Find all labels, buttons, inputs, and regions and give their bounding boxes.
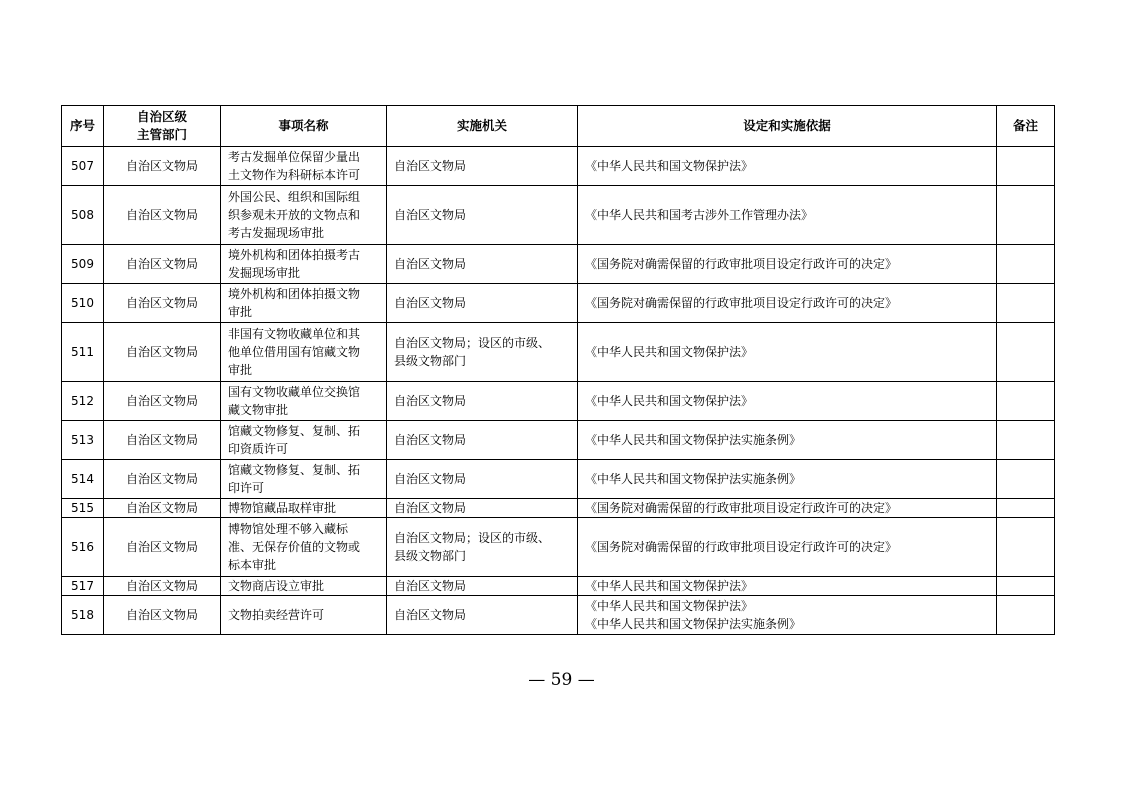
cell-basis — [578, 518, 997, 577]
item-name-line: 非国有文物收藏单位和其 — [228, 327, 361, 341]
cell-basis — [578, 323, 997, 382]
basis-line: 《中华人民共和国文物保护法实施条例》 — [585, 433, 802, 447]
item-name-line: 境外机构和团体拍摄考古 — [228, 248, 361, 262]
basis-line: 《中华人民共和国文物保护法》 — [585, 599, 754, 613]
cell-dept: 自治区文物局 — [104, 323, 221, 382]
header-dept-line1: 自治区级 — [136, 109, 187, 124]
cell-seq: 512 — [62, 382, 104, 421]
cell-item — [221, 323, 387, 382]
table-row — [62, 518, 1055, 577]
cell-note — [997, 518, 1055, 577]
item-name-line: 准、无保存价值的文物或 — [228, 540, 361, 554]
permits-table — [61, 105, 1055, 635]
item-name-line: 印资质许可 — [228, 442, 289, 456]
cell-agency — [387, 460, 578, 499]
agency-line: 自治区文物局；设区的市级、 — [394, 531, 551, 545]
item-name-line: 馆藏文物修复、复制、拓 — [228, 424, 361, 438]
cell-item — [221, 518, 387, 577]
basis-line: 《中华人民共和国文物保护法》 — [585, 394, 754, 408]
cell-note — [997, 186, 1055, 245]
header-item: 事项名称 — [221, 106, 387, 147]
table-row — [62, 499, 1055, 518]
table-row — [62, 147, 1055, 186]
table-row — [62, 323, 1055, 382]
item-name-line: 博物馆处理不够入藏标 — [228, 522, 349, 536]
table-row — [62, 577, 1055, 596]
cell-seq: 510 — [62, 284, 104, 323]
cell-agency — [387, 186, 578, 245]
agency-line: 自治区文物局 — [394, 579, 467, 593]
header-note: 备注 — [997, 106, 1055, 147]
cell-dept: 自治区文物局 — [104, 460, 221, 499]
item-name-line: 文物商店设立审批 — [228, 579, 325, 593]
cell-basis — [578, 460, 997, 499]
table-row — [62, 421, 1055, 460]
agency-line: 自治区文物局 — [394, 501, 467, 515]
page-number: — 59 — — [528, 670, 595, 690]
item-name-line: 发掘现场审批 — [228, 266, 301, 280]
table-row — [62, 284, 1055, 323]
cell-item — [221, 499, 387, 518]
agency-line: 自治区文物局 — [394, 296, 467, 310]
cell-note — [997, 421, 1055, 460]
cell-agency — [387, 245, 578, 284]
item-name-line: 外国公民、组织和国际组 — [228, 190, 361, 204]
cell-seq: 513 — [62, 421, 104, 460]
cell-seq: 508 — [62, 186, 104, 245]
basis-line: 《国务院对确需保留的行政审批项目设定行政许可的决定》 — [585, 501, 898, 515]
item-name-line: 考古发掘单位保留少量出 — [228, 150, 361, 164]
cell-note — [997, 323, 1055, 382]
cell-item — [221, 245, 387, 284]
agency-line: 自治区文物局 — [394, 159, 467, 173]
cell-agency — [387, 323, 578, 382]
cell-dept: 自治区文物局 — [104, 382, 221, 421]
item-name-line: 考古发掘现场审批 — [228, 226, 325, 240]
item-name-line: 他单位借用国有馆藏文物 — [228, 345, 361, 359]
cell-agency — [387, 499, 578, 518]
agency-line: 县级文物部门 — [394, 549, 467, 563]
cell-seq: 518 — [62, 596, 104, 635]
item-name-line: 审批 — [228, 305, 253, 319]
cell-item — [221, 577, 387, 596]
cell-note — [997, 596, 1055, 635]
cell-seq: 507 — [62, 147, 104, 186]
cell-basis — [578, 421, 997, 460]
table-body — [62, 147, 1055, 635]
table-row — [62, 460, 1055, 499]
agency-line: 县级文物部门 — [394, 354, 467, 368]
item-name-line: 标本审批 — [228, 558, 277, 572]
cell-basis — [578, 577, 997, 596]
cell-seq: 511 — [62, 323, 104, 382]
basis-line: 《中华人民共和国文物保护法实施条例》 — [585, 617, 802, 631]
cell-note — [997, 577, 1055, 596]
cell-basis — [578, 284, 997, 323]
cell-basis — [578, 147, 997, 186]
cell-seq: 515 — [62, 499, 104, 518]
cell-dept: 自治区文物局 — [104, 186, 221, 245]
cell-dept: 自治区文物局 — [104, 245, 221, 284]
agency-line: 自治区文物局 — [394, 472, 467, 486]
item-name-line: 博物馆藏品取样审批 — [228, 501, 337, 515]
agency-line: 自治区文物局 — [394, 257, 467, 271]
header-basis: 设定和实施依据 — [578, 106, 997, 147]
cell-seq: 514 — [62, 460, 104, 499]
cell-basis — [578, 245, 997, 284]
item-name-line: 织参观未开放的文物点和 — [228, 208, 361, 222]
cell-dept: 自治区文物局 — [104, 596, 221, 635]
cell-note — [997, 499, 1055, 518]
cell-agency — [387, 147, 578, 186]
item-name-line: 境外机构和团体拍摄文物 — [228, 287, 361, 301]
cell-item — [221, 421, 387, 460]
cell-agency — [387, 284, 578, 323]
basis-line: 《中华人民共和国考古涉外工作管理办法》 — [585, 208, 814, 222]
item-name-line: 印许可 — [228, 481, 265, 495]
cell-item — [221, 460, 387, 499]
cell-note — [997, 245, 1055, 284]
agency-line: 自治区文物局；设区的市级、 — [394, 336, 551, 350]
cell-dept: 自治区文物局 — [104, 499, 221, 518]
item-name-line: 文物拍卖经营许可 — [228, 608, 325, 622]
header-agency: 实施机关 — [387, 106, 578, 147]
cell-item — [221, 596, 387, 635]
cell-seq: 517 — [62, 577, 104, 596]
item-name-line: 国有文物收藏单位交换馆 — [228, 385, 361, 399]
cell-agency — [387, 596, 578, 635]
cell-item — [221, 186, 387, 245]
cell-dept: 自治区文物局 — [104, 147, 221, 186]
table-row — [62, 245, 1055, 284]
agency-line: 自治区文物局 — [394, 433, 467, 447]
header-dept-line2: 主管部门 — [136, 127, 187, 142]
cell-dept: 自治区文物局 — [104, 284, 221, 323]
table-row — [62, 382, 1055, 421]
cell-agency — [387, 382, 578, 421]
item-name-line: 馆藏文物修复、复制、拓 — [228, 463, 361, 477]
basis-line: 《中华人民共和国文物保护法》 — [585, 579, 754, 593]
cell-seq: 516 — [62, 518, 104, 577]
cell-dept: 自治区文物局 — [104, 577, 221, 596]
basis-line: 《国务院对确需保留的行政审批项目设定行政许可的决定》 — [585, 296, 898, 310]
cell-note — [997, 460, 1055, 499]
cell-seq: 509 — [62, 245, 104, 284]
item-name-line: 土文物作为科研标本许可 — [228, 168, 361, 182]
cell-basis — [578, 382, 997, 421]
cell-basis — [578, 186, 997, 245]
basis-line: 《中华人民共和国文物保护法》 — [585, 345, 754, 359]
cell-agency — [387, 421, 578, 460]
cell-item — [221, 284, 387, 323]
agency-line: 自治区文物局 — [394, 208, 467, 222]
header-row — [62, 106, 1055, 147]
item-name-line: 藏文物审批 — [228, 403, 289, 417]
header-seq: 序号 — [62, 106, 104, 147]
cell-note — [997, 147, 1055, 186]
basis-line: 《国务院对确需保留的行政审批项目设定行政许可的决定》 — [585, 257, 898, 271]
cell-agency — [387, 518, 578, 577]
cell-item — [221, 147, 387, 186]
header-dept — [104, 106, 221, 147]
basis-line: 《中华人民共和国文物保护法实施条例》 — [585, 472, 802, 486]
cell-basis — [578, 596, 997, 635]
cell-item — [221, 382, 387, 421]
cell-note — [997, 284, 1055, 323]
agency-line: 自治区文物局 — [394, 394, 467, 408]
basis-line: 《国务院对确需保留的行政审批项目设定行政许可的决定》 — [585, 540, 898, 554]
cell-note — [997, 382, 1055, 421]
cell-agency — [387, 577, 578, 596]
cell-dept: 自治区文物局 — [104, 421, 221, 460]
basis-line: 《中华人民共和国文物保护法》 — [585, 159, 754, 173]
agency-line: 自治区文物局 — [394, 608, 467, 622]
cell-dept: 自治区文物局 — [104, 518, 221, 577]
cell-basis — [578, 499, 997, 518]
item-name-line: 审批 — [228, 363, 253, 377]
table-row — [62, 186, 1055, 245]
table-row — [62, 596, 1055, 635]
